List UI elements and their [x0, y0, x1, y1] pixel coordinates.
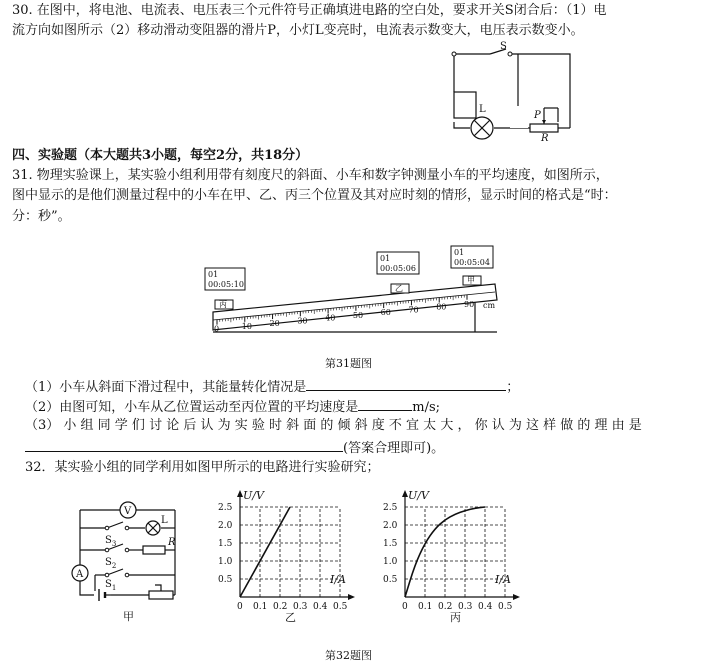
q31-part2-unit: m/s; [412, 400, 441, 415]
clock-jia-line1: 01 [454, 248, 465, 257]
x-tick-label: 0.5 [498, 602, 513, 612]
ruler-tick-label: 30 [297, 316, 308, 326]
q31-part2 [25, 397, 440, 417]
chart-label: 丙 [450, 611, 461, 624]
q31-part3: （3） 小 组 同 学 们 讨 论 后 认 为 实 验 时 斜 面 的 倾 斜 度 不 宜 太 大 ， 你 认 为 这 样 做 的 理 由 是 [25, 418, 642, 433]
lamp-label: L [479, 104, 486, 115]
ruler-tick-label: 50 [352, 310, 364, 320]
x-tick-label: 0.3 [293, 602, 308, 612]
ruler-tick-label: 60 [380, 308, 391, 318]
q30-circuit-figure [440, 42, 590, 142]
incline-ruler [213, 284, 497, 330]
ruler-tick-label: 70 [408, 305, 419, 315]
y-tick-label: 0.5 [383, 575, 398, 585]
y-tick-label: 2.0 [218, 521, 233, 531]
cart-bing-label: 丙 [219, 300, 227, 309]
q32-line1: 32．某实验小组的同学利用如图甲所示的电路进行实验研究； [25, 460, 380, 475]
clock-bing-line2: 00:05:10 [208, 280, 244, 289]
cart-yi-label: 乙 [395, 284, 403, 293]
y-axis-label: U/V [243, 489, 264, 502]
x-tick-label: 0.4 [478, 602, 493, 612]
switch-s3-label: $S_3$ [105, 535, 117, 548]
y-tick-label: 2.5 [383, 503, 398, 513]
q32-caption: 第32题图 [325, 649, 372, 662]
y-tick-label: 1.5 [383, 539, 398, 549]
chart-yi [205, 485, 355, 625]
y-tick-label: 1.5 [218, 539, 233, 549]
clock-bing-line1: 01 [208, 270, 219, 279]
cart-jia-label: 甲 [467, 276, 475, 285]
ruler-tick-label: 40 [325, 313, 336, 323]
q31-incline-figure [205, 240, 505, 340]
y-axis-label: U/V [408, 489, 429, 502]
chart-bing [370, 485, 520, 625]
y-tick-label: 1.0 [218, 557, 233, 567]
x-tick-label: 0.2 [438, 602, 453, 612]
ruler-tick-label: 0 [214, 324, 220, 334]
q32-circuit-figure [65, 495, 195, 625]
x-axis-label: I/A [330, 573, 346, 586]
chart-label: 乙 [285, 611, 296, 624]
rheostat-label: R [541, 133, 549, 144]
y-tick-label: 1.0 [383, 557, 398, 567]
x-axis-arrow [513, 594, 520, 600]
q31-line1: 31. 物理实验课上，某实验小组利用带有刻度尺的斜面、小车和数字钟测量小车的平均速度，如图所示， [12, 168, 609, 183]
clock-jia-line2: 00:05:04 [454, 258, 490, 267]
x-tick-label: 0 [402, 602, 408, 612]
slider-label: P [534, 110, 541, 121]
y-tick-label: 2.0 [383, 521, 398, 531]
x-tick-label: 0 [237, 602, 243, 612]
answer-blank-2[interactable] [358, 397, 412, 411]
x-axis-arrow [348, 594, 355, 600]
x-tick-label: 0.1 [418, 602, 433, 612]
clock-yi-line2: 00:05:06 [380, 264, 416, 273]
ammeter-label: A [76, 569, 84, 580]
resistor-label: R [168, 537, 176, 548]
x-tick-label: 0.1 [253, 602, 268, 612]
q30-line2: 流方向如图所示（2）移动滑动变阻器的滑片P，小灯L变亮时，电流表示数变大，电压表示数变小。 [12, 23, 584, 38]
x-tick-label: 0.5 [333, 602, 348, 612]
q30-line1: 30. 在图中，将电池、电流表、电压表三个元件符号正确填进电路的空白处，要求开关S闭合后：（1）电 [12, 3, 607, 18]
q31-line3: 分：秒”。 [12, 209, 71, 224]
y-tick-label: 0.5 [218, 575, 233, 585]
q31-part1-text: （1）小车从斜面下滑过程中，其能量转化情况是 [25, 380, 307, 395]
voltmeter-label: V [124, 506, 132, 517]
x-axis-label: I/A [495, 573, 511, 586]
q31-line2: 图中显示的是他们测量过程中的小车在甲、乙、丙三个位置及其对应时刻的情形，显示时间的格式是“时： [12, 188, 617, 203]
q31-part3-end: (答案合理即可)。 [343, 441, 445, 456]
x-tick-label: 0.2 [273, 602, 288, 612]
answer-blank-1[interactable] [306, 377, 506, 391]
q31-part1 [25, 377, 519, 397]
ruler-unit: cm [483, 301, 496, 310]
q31-caption: 第31题图 [325, 357, 372, 370]
series-line [240, 507, 290, 597]
q31-part1-end: ； [506, 380, 520, 395]
q31-part3b [25, 438, 444, 458]
x-tick-label: 0.4 [313, 602, 328, 612]
switch-label: S [500, 41, 507, 52]
ruler-tick-label: 90 [464, 299, 475, 309]
switch-s1-label: $S_1$ [105, 579, 117, 592]
section4-heading: 四、实验题（本大题共3小题，每空2分，共18分） [12, 148, 309, 163]
switch-s2-label: $S_2$ [105, 557, 117, 570]
y-tick-label: 2.5 [218, 503, 233, 513]
ruler-tick-label: 20 [269, 319, 280, 329]
answer-blank-3[interactable] [25, 438, 343, 452]
label-jia: 甲 [123, 610, 134, 623]
clock-yi-line1: 01 [380, 254, 391, 263]
ruler-tick-label: 80 [436, 302, 447, 312]
lamp-label: L [161, 515, 168, 526]
ruler-tick-label: 10 [241, 321, 252, 331]
x-tick-label: 0.3 [458, 602, 473, 612]
q31-part2-text: （2）由图可知，小车从乙位置运动至丙位置的平均速度是 [25, 400, 359, 415]
